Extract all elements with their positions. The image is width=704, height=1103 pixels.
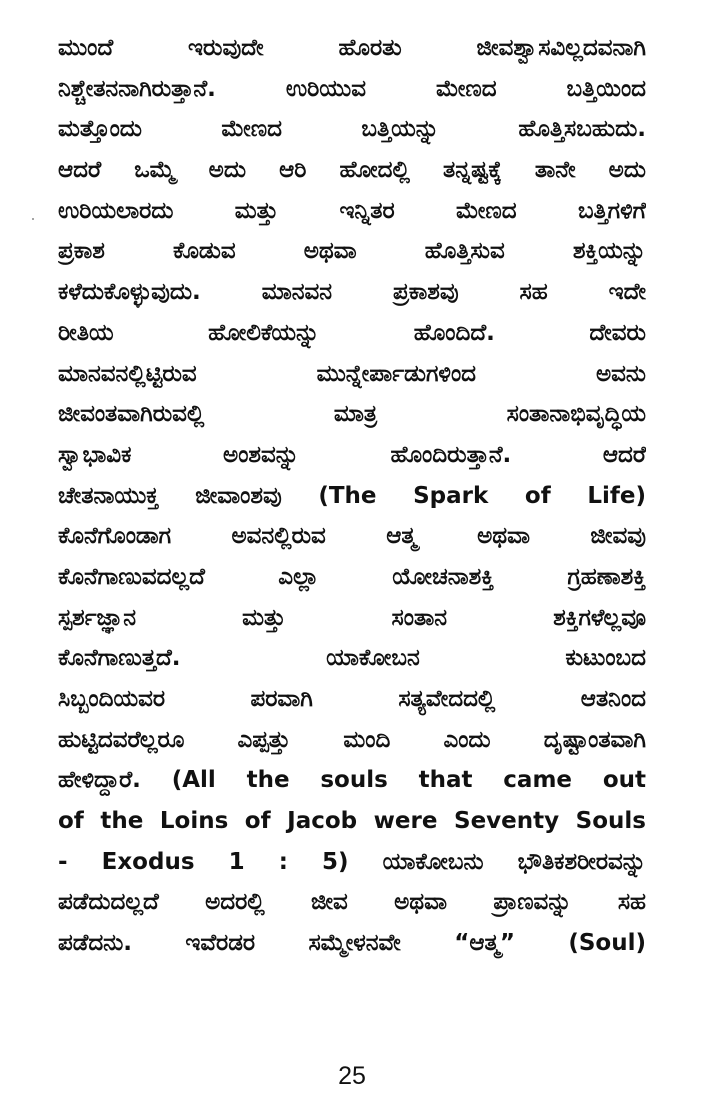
text-line: ಚೇತನಾಯುಕ್ತ ಜೀವಾಂಶವು (The Spark of Life) — [58, 482, 646, 509]
text-line: ಸಿಬ್ಬಂದಿಯವರ ಪರವಾಗಿ ಸತ್ಯವೇದದಲ್ಲಿ ಆತನಿಂದ — [58, 686, 646, 712]
text-line: ಪಡೆದುದಲ್ಲದೆ ಅದರಲ್ಲಿ ಜೀವ ಅಥವಾ ಪ್ರಾಣವನ್ನು ಸಹ — [58, 889, 646, 916]
text-line: ಮಾನವನಲ್ಲಿಟ್ಟಿರುವ ಮುನ್ನೇರ್ಪಾಡುಗಳಿಂದ ಅವನು — [58, 360, 646, 387]
margin-speck — [32, 218, 34, 220]
text-line: ಹುಟ್ಟಿದವರೆಲ್ಲರೂ ಎಪ್ಪತ್ತು ಮಂದಿ ಎಂದು ದೃಷ್ಟಾಂತವಾಗಿ — [58, 726, 646, 753]
text-line: ಕೊನೆಗೊಂಡಾಗ ಅವನಲ್ಲಿರುವ ಆತ್ಮ ಅಥವಾ ಜೀವವು — [58, 523, 646, 550]
text-line: ಉರಿಯಲಾರದು ಮತ್ತು ಇನ್ನಿತರ ಮೇಣದ ಬತ್ತಿಗಳಿಗೆ — [58, 197, 646, 224]
text-line: ಜೀವಂತವಾಗಿರುವಲ್ಲಿ ಮಾತ್ರ ಸಂತಾನಾಭಿವೃದ್ಧಿಯ — [58, 401, 646, 428]
text-line: ಸ್ಪರ್ಶಜ್ಞಾನ ಮತ್ತು ಸಂತಾನ ಶಕ್ತಿಗಳೆಲ್ಲವೂ — [58, 604, 646, 631]
text-line: ಕೊನೆಗಾಣುವದಲ್ಲದೆ ಎಲ್ಲಾ ಯೋಚನಾಶಕ್ತಿ ಗ್ರಹಣಾಶಕ್ತಿ — [58, 563, 646, 590]
text-line: ಹೇಳಿದ್ದಾರೆ. (All the souls that came out — [58, 767, 646, 794]
text-line: ಕೊನೆಗಾಣುತ್ತದೆ. ಯಾಕೋಬನ ಕುಟುಂಬದ — [58, 645, 646, 672]
text-line: ಸ್ವಾಭಾವಿಕ ಅಂಶವನ್ನು ಹೊಂದಿರುತ್ತಾನೆ. ಆದರೆ — [58, 441, 646, 468]
text-line: ಪ್ರಕಾಶ ಕೊಡುವ ಅಥವಾ ಹೊತ್ತಿಸುವ ಶಕ್ತಿಯನ್ನು — [58, 238, 646, 265]
text-line: ಮುಂದೆ ಇರುವುದೇ ಹೊರತು ಜೀವಶ್ವಾಸವಿಲ್ಲದವನಾಗಿ — [58, 35, 646, 61]
page-number: 25 — [338, 1062, 366, 1090]
text-line: - Exodus 1 : 5) ಯಾಕೋಬನು ಭೌತಿಕಶರೀರವನ್ನು — [58, 848, 646, 875]
text-line: of the Loins of Jacob were Seventy Souls — [58, 808, 646, 835]
text-line: ಪಡೆದನು. ಇವೆರಡರ ಸಮ್ಮೇಳನವೇ “ಆತ್ಮ” (Soul) — [58, 930, 646, 957]
text-line: ಆದರೆ ಒಮ್ಮೆ ಅದು ಆರಿ ಹೋದಲ್ಲಿ ತನ್ನಷ್ಟಕ್ಕೆ ತಾನೇ ಅದು — [58, 157, 646, 184]
text-line: ಮತ್ತೊಂದು ಮೇಣದ ಬತ್ತಿಯನ್ನು ಹೊತ್ತಿಸಬಹುದು. — [58, 116, 646, 143]
text-line: ನಿಶ್ಚೇತನನಾಗಿರುತ್ತಾನೆ. ಉರಿಯುವ ಮೇಣದ ಬತ್ತಿಯಿಂದ — [58, 75, 646, 102]
text-line: ಕಳೆದುಕೊಳ್ಳುವುದು. ಮಾನವನ ಪ್ರಕಾಶವು ಸಹ ಇದೇ — [58, 279, 646, 306]
text-line: ರೀತಿಯ ಹೋಲಿಕೆಯನ್ನು ಹೊಂದಿದೆ. ದೇವರು — [58, 319, 646, 346]
body-text — [58, 28, 646, 964]
